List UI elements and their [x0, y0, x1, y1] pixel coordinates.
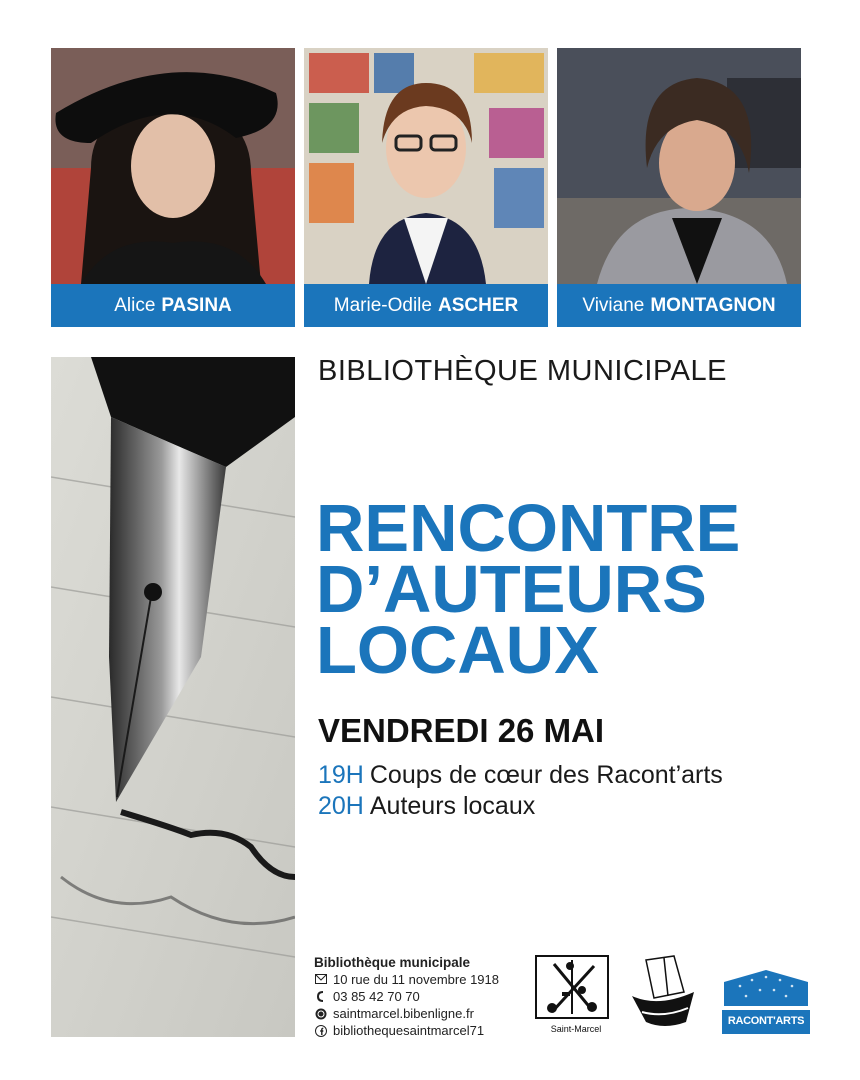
- schedule-label: Coups de cœur des Racont’arts: [369, 761, 723, 789]
- author-first-name: Viviane: [582, 294, 645, 316]
- author-name-band: [304, 284, 548, 327]
- phone-text: 03 85 42 70 70: [333, 989, 420, 1004]
- author-last-name: PASINA: [161, 294, 232, 316]
- contact-facebook: [314, 1022, 499, 1039]
- schedule-item: [318, 760, 723, 791]
- author-first-name: Alice: [114, 294, 156, 316]
- facebook-link[interactable]: bibliothequesaintmarcel71: [333, 1023, 485, 1038]
- contact-title: Bibliothèque municipale: [314, 955, 471, 970]
- event-schedule: [318, 760, 723, 822]
- contact-block: [314, 954, 499, 1039]
- author-photo: [51, 48, 295, 284]
- author-name-band: [51, 284, 295, 327]
- web-icon: [314, 1008, 328, 1020]
- website-link[interactable]: saintmarcel.bibenligne.fr: [333, 1006, 474, 1021]
- library-subtitle: BIBLIOTHÈQUE MUNICIPALE: [318, 355, 727, 387]
- author-card-pasina: [51, 48, 295, 327]
- schedule-label: Auteurs locaux: [369, 792, 536, 820]
- event-headline: [316, 491, 741, 688]
- author-card-montagnon: [557, 48, 801, 327]
- schedule-time: 19H: [318, 761, 364, 789]
- author-photo: [304, 48, 548, 284]
- address-text: 10 rue du 11 novembre 1918: [333, 972, 499, 987]
- schedule-item: [318, 791, 723, 822]
- headline-line-3: LOCAUX: [316, 613, 599, 688]
- raconteur-ship-logo: [628, 952, 698, 1032]
- author-card-ascher: [304, 48, 548, 327]
- author-first-name: Marie-Odile: [333, 294, 432, 316]
- contact-website: [314, 1005, 499, 1022]
- author-photo: [557, 48, 801, 284]
- contact-phone: [314, 988, 499, 1005]
- schedule-time: 20H: [318, 792, 364, 820]
- event-date: VENDREDI 26 MAI: [318, 712, 605, 749]
- saint-marcel-logo-text: Saint-Marcel: [550, 1024, 602, 1034]
- headline-line-1: RENCONTRE: [316, 491, 741, 566]
- racontarts-logo: [720, 968, 812, 1038]
- facebook-icon: [314, 1025, 328, 1037]
- fountain-pen-photo: [51, 357, 295, 1037]
- author-name-band: [557, 284, 801, 327]
- mailbox-icon: [314, 974, 328, 986]
- headline-line-2: D’AUTEURS: [316, 552, 707, 627]
- racontarts-logo-text: RACONT'ARTS: [727, 1015, 805, 1027]
- phone-icon: [314, 991, 328, 1003]
- contact-address: [314, 971, 499, 988]
- author-last-name: ASCHER: [437, 294, 519, 316]
- author-last-name: MONTAGNON: [650, 294, 776, 316]
